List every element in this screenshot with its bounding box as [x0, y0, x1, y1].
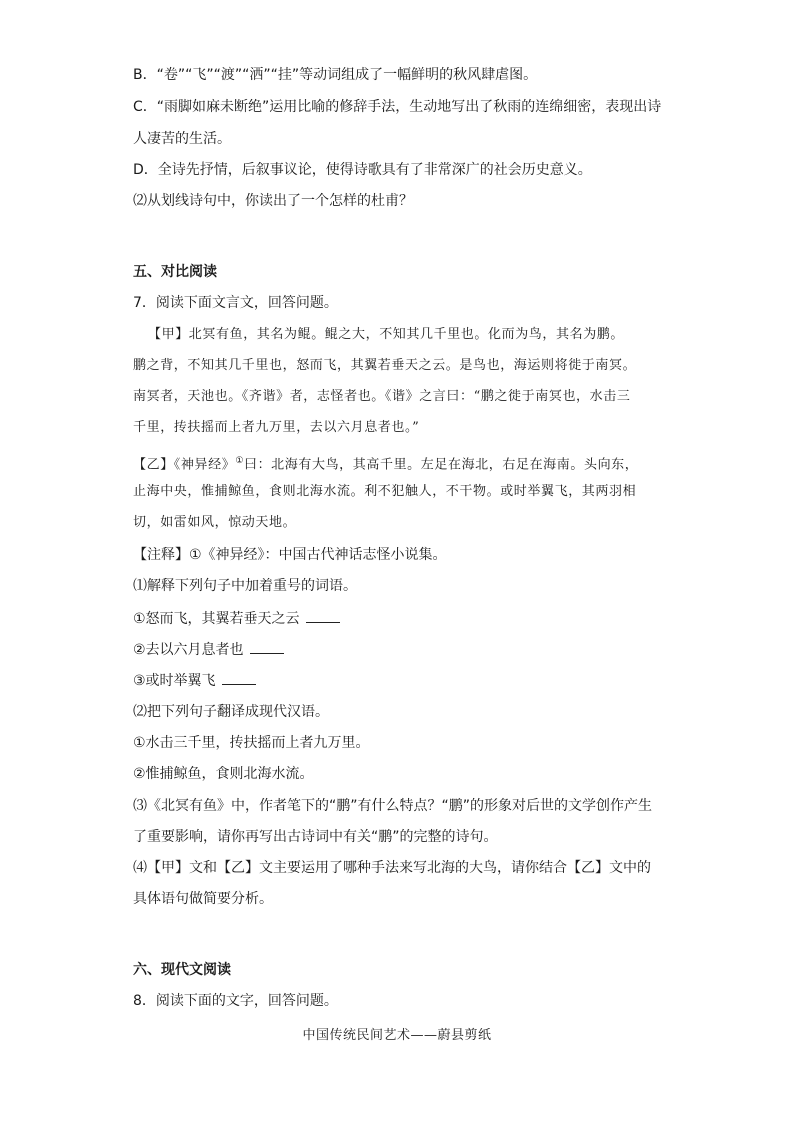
- option-b: B．“卷”“飞”“渡”“洒”“挂”等动词组成了一幅鲜明的秋风肆虐图。: [133, 67, 538, 83]
- q7-1-item-3-text: ③或时举翼飞: [133, 673, 216, 689]
- passage-yi-line2: 止海中央，惟捕鲸鱼，食则北海水流。利不犯触人，不干物。或时举翼飞，其两羽相: [133, 484, 637, 499]
- question-7-4-line2: 具体语句做简要分析。: [133, 891, 273, 907]
- question-7: 7．阅读下面文言文，回答问题。: [133, 295, 338, 311]
- passage-yi-line3: 切，如雷如风，惊动天地。: [133, 515, 297, 530]
- passage-yi-line1: [133, 451, 638, 475]
- question-7-3-line1: ⑶《北冥有鱼》中，作者笔下的“鹏”有什么特点？“鹏”的形象对后世的文学创作产生: [133, 798, 653, 814]
- passage-yi-prefix: 【乙】《神异经》: [133, 457, 236, 473]
- question-6-2: ⑵从划线诗句中，你读出了一个怎样的杜甫？: [133, 193, 413, 209]
- section-6-heading: 六、现代文阅读: [133, 962, 231, 978]
- answer-blank-1[interactable]: [306, 608, 340, 623]
- annotation-note: 【注释】①《神异经》：中国古代神话志怪小说集。: [133, 547, 447, 563]
- answer-blank-3[interactable]: [222, 670, 256, 685]
- passage-jia-line1: 【甲】北冥有鱼，其名为鲲。鲲之大，不知其几千里也。化而为鸟，其名为鹏。: [148, 327, 625, 342]
- question-7-1: ⑴解释下列句子中加着重号的词语。: [133, 578, 357, 594]
- q7-1-item-2: [133, 639, 284, 660]
- passage-jia-line4: 千里，抟扶摇而上者九万里，去以六月息者也。”: [133, 420, 420, 435]
- q7-2-item-1: ①水击三千里，抟扶摇而上者九万里。: [133, 735, 370, 751]
- option-d: D．全诗先抒情，后叙事议论，使得诗歌具有了非常深广的社会历史意义。: [133, 162, 592, 178]
- passage-yi-first: 曰：北海有大鸟，其高千里。左足在海北，右足在海南。头向东，: [243, 457, 639, 473]
- question-7-4-line1: ⑷【甲】文和【乙】文主要运用了哪种手法来写北海的大鸟，请你结合【乙】文中的: [133, 860, 651, 876]
- passage-jia-line2: 鹏之背，不知其几千里也，怒而飞，其翼若垂天之云。是鸟也，海运则将徙于南冥。: [133, 358, 637, 373]
- q7-1-item-1: [133, 608, 340, 629]
- article-title: 中国传统民间艺术——蔚县剪纸: [302, 1028, 492, 1043]
- footnote-marker: ①: [235, 456, 244, 466]
- question-8: 8．阅读下面的文字，回答问题。: [133, 993, 338, 1009]
- section-5-heading: 五、对比阅读: [133, 264, 217, 280]
- question-7-3-line2: 了重要影响，请你再写出古诗词中有关“鹏”的完整的诗句。: [133, 829, 498, 845]
- q7-1-item-1-text: ①怒而飞，其翼若垂天之云: [133, 611, 300, 627]
- option-c-line2: 人凄苦的生活。: [133, 131, 231, 147]
- passage-jia-line3: 南冥者，天池也。《齐谐》者，志怪者也。《谐》之言曰：“鹏之徙于南冥也，水击三: [133, 389, 631, 404]
- answer-blank-2[interactable]: [250, 639, 284, 654]
- q7-1-item-3: [133, 670, 256, 691]
- option-c-line1: C．“雨脚如麻未断绝”运用比喻的修辞手法，生动地写出了秋雨的连绵细密，表现出诗: [133, 99, 662, 115]
- q7-2-item-2: ②惟捕鲸鱼，食则北海水流。: [133, 766, 314, 782]
- q7-1-item-2-text: ②去以六月息者也: [133, 642, 244, 658]
- question-7-2: ⑵把下列句子翻译成现代汉语。: [133, 704, 329, 720]
